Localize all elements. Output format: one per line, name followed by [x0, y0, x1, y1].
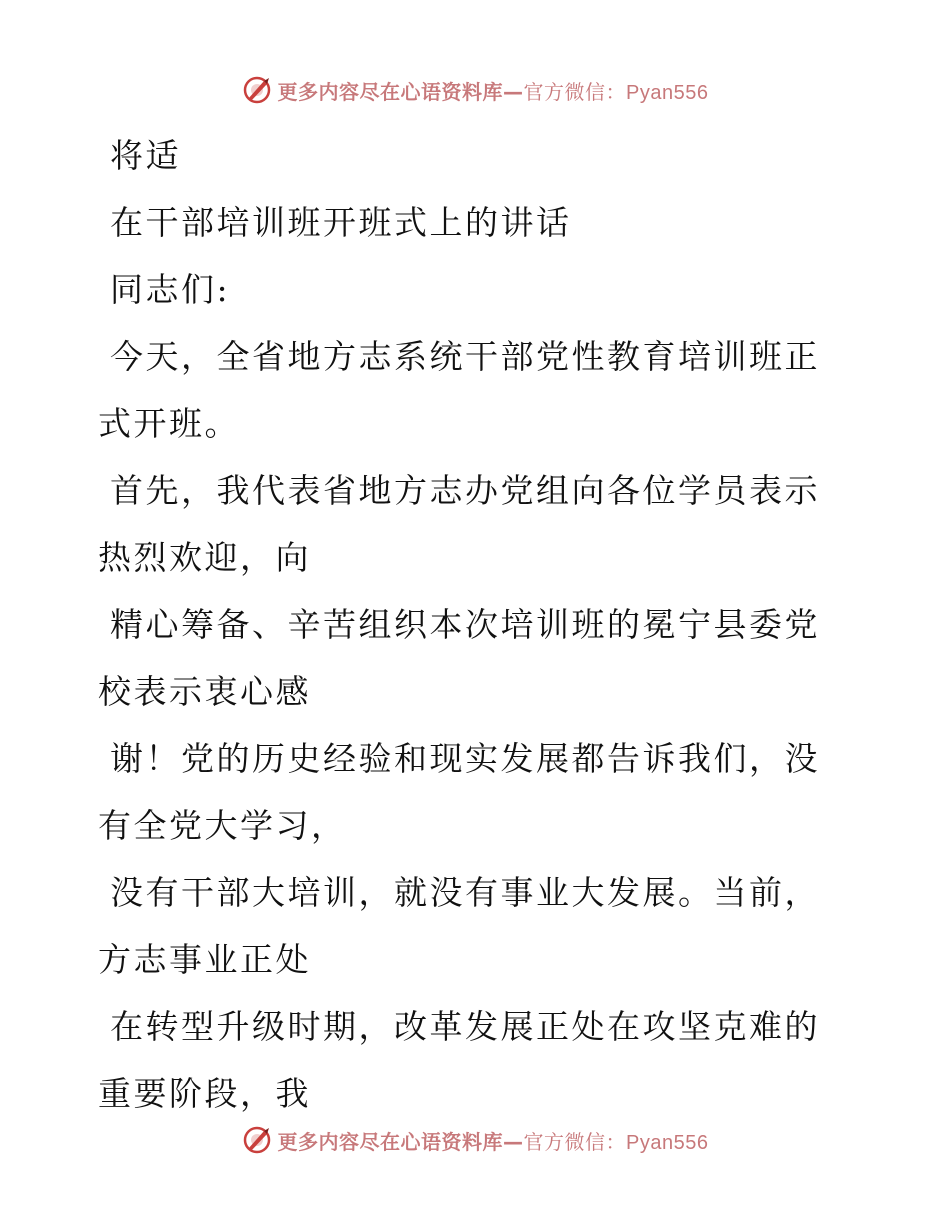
- quill-pen-emblem-icon: [242, 1125, 272, 1155]
- document-paragraph: 在转型升级时期，改革发展正处在攻坚克难的重要阶段，我: [98, 1007, 820, 1113]
- footer-banner-text: [278, 1126, 709, 1155]
- footer-brand-text: 更多内容尽在心语资料库: [277, 1129, 504, 1154]
- header-dash: —: [503, 79, 524, 104]
- document-paragraph: 今天，全省地方志系统干部党性教育培训班正式开班。: [98, 337, 820, 443]
- header-wechat-id: Pyan556: [626, 81, 709, 104]
- document-paragraph: 将适: [110, 136, 181, 175]
- footer-banner: [0, 1120, 950, 1160]
- header-brand-text: 更多内容尽在心语资料库: [277, 79, 504, 104]
- header-banner: [0, 70, 950, 110]
- document-paragraph: 首先，我代表省地方志办党组向各位学员表示热烈欢迎，向: [98, 471, 820, 577]
- footer-dash: —: [503, 1129, 524, 1154]
- header-banner-text: [278, 76, 709, 105]
- document-body: [98, 122, 833, 1127]
- document-title: 在干部培训班开班式上的讲话: [110, 203, 572, 242]
- document-salutation: 同志们:: [110, 270, 231, 309]
- document-paragraph: 谢！党的历史经验和现实发展都告诉我们，没有全党大学习，: [98, 739, 820, 845]
- header-wechat-label: 官方微信：: [523, 79, 627, 104]
- document-paragraph: 没有干部大培训，就没有事业大发展。当前，方志事业正处: [98, 873, 820, 979]
- document-paragraph: 精心筹备、辛苦组织本次培训班的冕宁县委党校表示衷心感: [98, 605, 820, 711]
- quill-pen-emblem-icon: [242, 75, 272, 105]
- footer-wechat-label: 官方微信：: [523, 1129, 627, 1154]
- footer-wechat-id: Pyan556: [626, 1131, 709, 1154]
